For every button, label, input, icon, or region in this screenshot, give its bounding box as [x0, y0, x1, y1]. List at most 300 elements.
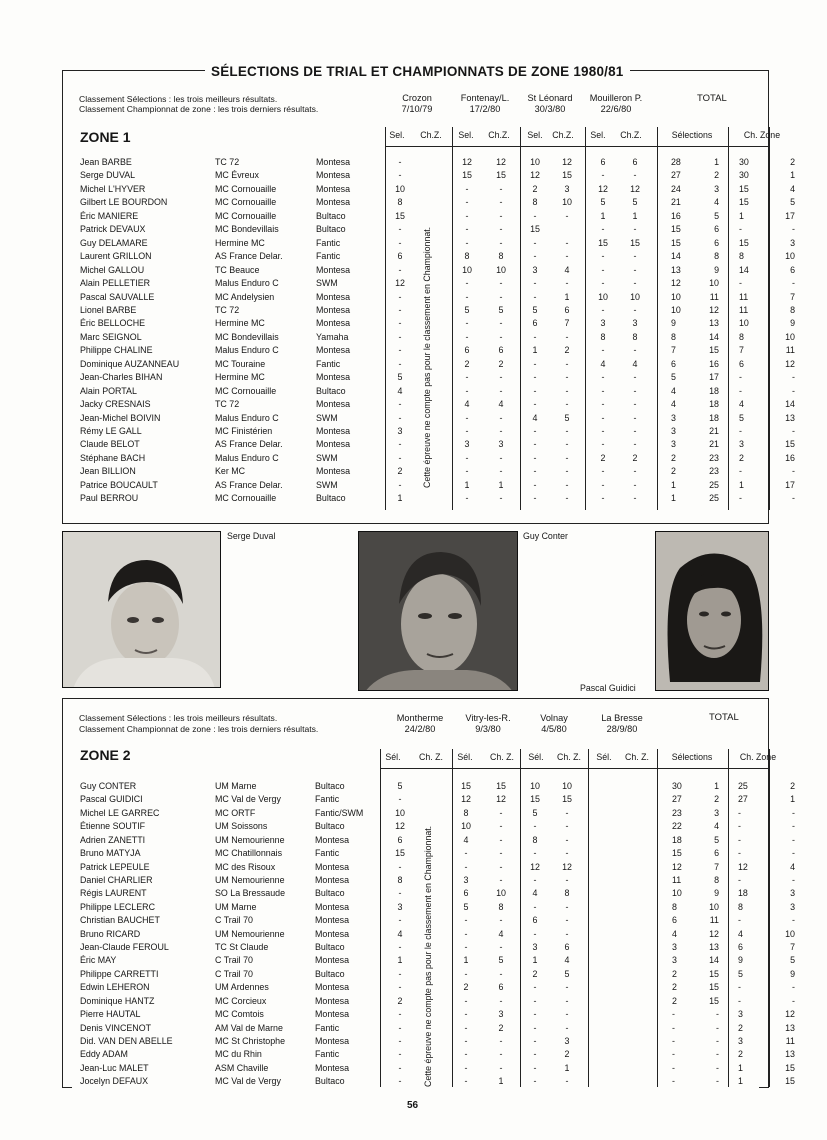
chz-2: - [499, 237, 503, 248]
table-row [0, 807, 827, 820]
make: Fantic [315, 848, 340, 859]
chz-3: - [565, 1009, 569, 1020]
chz-3: 2 [564, 345, 570, 356]
sel-1: 8 [397, 197, 403, 208]
table-row [0, 1008, 827, 1021]
sel-1: 3 [397, 901, 403, 912]
total-chz-rank: 1 [790, 794, 795, 805]
sel-1: - [398, 224, 402, 235]
total-chz-rank: 10 [785, 251, 795, 262]
make: Montesa [316, 318, 351, 329]
sel-1: - [398, 157, 402, 167]
chz-2: - [499, 426, 503, 436]
chz-2: 1 [498, 1076, 504, 1087]
chz-3: 15 [562, 170, 572, 181]
sel-2: - [465, 426, 469, 436]
total-sel-rank: 6 [714, 237, 719, 248]
chz-2: 10 [496, 888, 506, 899]
column-header: Sélections [671, 130, 713, 140]
chz-2: 12 [496, 157, 506, 167]
sel-2: 15 [462, 170, 472, 181]
chz-3: 7 [564, 318, 570, 329]
sel-1: 12 [395, 821, 405, 832]
total-chz-rank: - [792, 848, 795, 859]
total-chz-points: 15 [739, 183, 749, 194]
total-sel-rank: 14 [709, 331, 719, 342]
legend-selections: Classement Sélections : les trois meilleurs résultats. [79, 94, 278, 104]
chz-3: - [565, 479, 569, 490]
total-sel-rank: 15 [709, 995, 719, 1006]
total-chz-rank: 5 [790, 955, 795, 966]
table-row [0, 901, 827, 914]
total-chz-rank: 9 [790, 318, 795, 329]
chz-2: - [499, 874, 503, 885]
rider-name: Régis LAURENT [80, 888, 147, 899]
club: C Trail 70 [215, 955, 253, 966]
total-chz-rank: 12 [785, 1009, 795, 1020]
total-chz-rank: - [792, 821, 795, 832]
event-place: Mouilleron P. [589, 93, 643, 103]
table-row [0, 169, 827, 182]
chz-3: 10 [562, 197, 572, 208]
zone1-title: ZONE 1 [80, 129, 131, 145]
total-sel-points: - [672, 1022, 675, 1033]
table-row [0, 492, 827, 505]
event-date: 22/6/80 [600, 104, 632, 114]
event-place: Crozon [402, 93, 432, 103]
chz-3: - [565, 901, 569, 912]
sel-4: 1 [600, 210, 606, 221]
sel-3: - [533, 210, 537, 221]
table-row [0, 1075, 827, 1088]
make: Montesa [316, 466, 351, 477]
total-chz-points: 11 [739, 291, 749, 302]
rider-name: Patrick DEVAUX [80, 224, 146, 235]
club: UM Ardennes [215, 982, 269, 993]
club: TC 72 [215, 157, 240, 167]
sel-3: - [533, 1062, 537, 1073]
total-sel-points: 5 [671, 372, 676, 383]
total-chz-points: 25 [738, 781, 748, 791]
table-row [0, 344, 827, 357]
sel-1: 6 [397, 251, 403, 262]
total-sel-points: 12 [671, 278, 681, 289]
table-row [0, 291, 827, 304]
total-sel-points: 1 [671, 479, 676, 490]
total-chz-rank: 4 [790, 861, 795, 872]
table-row [0, 847, 827, 860]
chz-2: - [499, 807, 503, 818]
chz-2: - [499, 278, 503, 289]
club: Ker MC [215, 466, 246, 477]
total-sel-points: - [672, 1049, 675, 1060]
sel-3: - [533, 439, 537, 450]
column-header: Sel. [458, 130, 474, 140]
total-sel-rank: 2 [714, 794, 719, 805]
make: Montesa [315, 861, 350, 872]
sel-2: 5 [463, 901, 469, 912]
sel-2: 2 [463, 982, 469, 993]
total-sel-points: 6 [672, 915, 677, 926]
chz-2: - [499, 412, 503, 423]
rider-name: Michel L'HYVER [80, 183, 146, 194]
club: MC Chatillonnais [215, 848, 283, 859]
sel-3: 6 [532, 915, 538, 926]
header-rule [385, 146, 769, 147]
total-sel-rank: 1 [714, 781, 719, 791]
rider-name: Étienne SOUTIF [80, 821, 146, 832]
chz-2: 4 [498, 399, 504, 410]
total-sel-points: 2 [671, 452, 676, 463]
rider-name: Bruno RICARD [80, 928, 141, 939]
total-sel-points: - [672, 1035, 675, 1046]
total-sel-rank: 12 [709, 928, 719, 939]
sel-1: - [398, 291, 402, 302]
chz-4: - [633, 426, 637, 436]
chz-2: - [499, 1049, 503, 1060]
sel-1: 3 [397, 426, 403, 436]
sel-2: - [465, 197, 469, 208]
sel-2: - [465, 210, 469, 221]
sel-3: - [533, 821, 537, 832]
chz-2: 15 [496, 781, 506, 791]
total-sel-points: 15 [671, 237, 681, 248]
total-sel-rank: 9 [714, 264, 719, 275]
portrait-image [63, 532, 221, 688]
sel-1: 1 [397, 955, 403, 966]
club: UM Marne [215, 901, 257, 912]
sel-4: 2 [600, 452, 606, 463]
sel-2: - [465, 385, 469, 396]
make: Montesa [315, 955, 350, 966]
table-row [0, 331, 827, 344]
make: Montesa [315, 1035, 350, 1046]
make: Montesa [316, 291, 351, 302]
club: MC Val de Vergy [215, 1076, 281, 1087]
total-chz-rank: 1 [790, 170, 795, 181]
make: Fantic [316, 358, 341, 369]
make: Montesa [316, 264, 351, 275]
total-sel-rank: 10 [709, 901, 719, 912]
sel-4: - [601, 170, 605, 181]
rider-name: Patrice BOUCAULT [80, 479, 158, 490]
total-sel-rank: - [716, 1022, 719, 1033]
total-sel-rank: 6 [714, 224, 719, 235]
chz-4: 4 [632, 358, 638, 369]
make: Montesa [315, 874, 350, 885]
chz-3: - [565, 982, 569, 993]
total-chz-rank: 12 [785, 358, 795, 369]
total-chz-points: - [739, 493, 742, 504]
total-chz-points: 1 [738, 1076, 743, 1087]
total-chz-points: 11 [739, 304, 749, 315]
table-row [0, 223, 827, 236]
club: MC Corcieux [215, 995, 267, 1006]
sel-3: 5 [532, 807, 538, 818]
total-sel-rank: - [716, 1062, 719, 1073]
total-sel-rank: 5 [714, 834, 719, 845]
chz-4: - [633, 264, 637, 275]
table-row [0, 954, 827, 967]
sel-3: 8 [532, 834, 538, 845]
sel-2: - [464, 928, 468, 939]
table-row [0, 1062, 827, 1075]
total-chz-rank: 2 [790, 781, 795, 791]
sel-2: 10 [461, 821, 471, 832]
chz-3: - [565, 493, 569, 504]
chz-2: - [499, 1062, 503, 1073]
sel-4: 12 [598, 183, 608, 194]
sel-2: 12 [461, 794, 471, 805]
chz-2: - [499, 210, 503, 221]
sel-3: 8 [532, 197, 538, 208]
photo-serge-duval [62, 531, 221, 688]
column-header: Ch. Z. [557, 752, 581, 762]
column-header: Ch. Z. [625, 752, 649, 762]
sel-1: - [398, 237, 402, 248]
total-sel-points: 22 [672, 821, 682, 832]
vertical-note: Cette épreuve ne compte pas pour le classement en Championnat. [422, 226, 432, 488]
total-sel-points: 15 [671, 224, 681, 235]
zone2-total-label: TOTAL [709, 712, 739, 723]
make: Fantic [315, 794, 340, 805]
total-chz-points: - [739, 372, 742, 383]
chz-3: 5 [564, 968, 570, 979]
sel-1: - [398, 968, 402, 979]
chz-4: - [633, 224, 637, 235]
total-chz-points: - [739, 224, 742, 235]
column-header: Ch.Z. [488, 130, 510, 140]
column-header: Ch.Z. [552, 130, 574, 140]
total-chz-points: - [739, 426, 742, 436]
total-sel-points: 24 [671, 183, 681, 194]
total-chz-points: 30 [739, 157, 749, 167]
club: AS France Delar. [215, 251, 283, 262]
chz-3: - [565, 995, 569, 1006]
sel-1: - [398, 1022, 402, 1033]
zone2-legend-selections: Classement Sélections : les trois meilleurs résultats. [79, 713, 278, 723]
chz-2: - [499, 291, 503, 302]
chz-3: 5 [564, 412, 570, 423]
total-chz-rank: 7 [790, 291, 795, 302]
sel-1: - [398, 264, 402, 275]
sel-4: - [601, 304, 605, 315]
total-sel-rank: 7 [714, 861, 719, 872]
sel-4: - [601, 264, 605, 275]
sel-2: 15 [461, 781, 471, 791]
sel-3: - [533, 848, 537, 859]
sel-3: 2 [532, 183, 538, 194]
column-header: Sel. [527, 130, 543, 140]
table-row [0, 156, 827, 169]
chz-4: 8 [632, 331, 638, 342]
total-sel-points: 2 [672, 995, 677, 1006]
make: Bultaco [315, 1076, 345, 1087]
total-sel-rank: 14 [709, 955, 719, 966]
chz-3: 12 [562, 861, 572, 872]
chz-2: - [499, 466, 503, 477]
chz-3: 3 [564, 1035, 570, 1046]
table-row [0, 820, 827, 833]
chz-3: - [565, 452, 569, 463]
chz-3: 1 [564, 291, 570, 302]
caption-guy-conter: Guy Conter [523, 531, 568, 541]
total-chz-points: 14 [739, 264, 749, 275]
event-place: La Bresse [601, 713, 643, 723]
sel-1: 15 [395, 848, 405, 859]
rider-name: Pascal SAUVALLE [80, 291, 155, 302]
total-sel-rank: 25 [709, 493, 719, 504]
total-sel-rank: 3 [714, 183, 719, 194]
column-header: Ch.Z. [420, 130, 442, 140]
make: Bultaco [315, 942, 345, 953]
sel-2: 8 [463, 807, 469, 818]
make: Montesa [315, 915, 350, 926]
total-sel-points: 3 [671, 412, 676, 423]
sel-3: 6 [532, 318, 538, 329]
club: MC Cornouaille [215, 210, 277, 221]
club: MC Cornouaille [215, 183, 277, 194]
total-chz-rank: 4 [790, 183, 795, 194]
chz-3: - [565, 251, 569, 262]
club: UM Nemourienne [215, 834, 285, 845]
total-sel-points: 4 [671, 399, 676, 410]
chz-3: - [565, 1022, 569, 1033]
sel-4: 15 [598, 237, 608, 248]
sel-2: - [464, 861, 468, 872]
total-sel-rank: 6 [714, 848, 719, 859]
sel-4: - [601, 399, 605, 410]
sel-3: 1 [532, 955, 538, 966]
table-row [0, 425, 827, 438]
chz-4: 5 [632, 197, 638, 208]
club: Hermine MC [215, 372, 265, 383]
rider-name: Jean-Claude FEROUL [80, 942, 169, 953]
club: MC St Christophe [215, 1035, 286, 1046]
total-sel-points: 1 [671, 493, 676, 504]
sel-4: - [601, 412, 605, 423]
chz-3: - [565, 237, 569, 248]
total-chz-points: 15 [739, 237, 749, 248]
club: Malus Enduro C [215, 278, 279, 289]
chz-4: - [633, 479, 637, 490]
rider-name: Patrick LEPEULE [80, 861, 150, 872]
rider-name: Jean BILLION [80, 466, 136, 477]
chz-2: 3 [498, 439, 504, 450]
sel-4: - [601, 345, 605, 356]
sel-2: - [465, 452, 469, 463]
total-sel-rank: 21 [709, 426, 719, 436]
table-row [0, 1035, 827, 1048]
total-chz-rank: - [792, 385, 795, 396]
rider-name: Adrien ZANETTI [80, 834, 146, 845]
event-place: St Léonard [527, 93, 573, 103]
column-header: Ch.Z. [620, 130, 642, 140]
sel-3: - [533, 928, 537, 939]
total-chz-points: - [738, 874, 741, 885]
make: Bultaco [315, 888, 345, 899]
total-sel-points: 16 [671, 210, 681, 221]
sel-3: - [533, 251, 537, 262]
table-row [0, 398, 827, 411]
chz-3: 10 [562, 781, 572, 791]
chz-3: - [565, 874, 569, 885]
chz-2: 4 [498, 928, 504, 939]
rider-name: Rémy LE GALL [80, 426, 142, 436]
rider-name: Gilbert LE BOURDON [80, 197, 168, 208]
total-chz-rank: 7 [790, 942, 795, 953]
total-sel-rank: 18 [709, 385, 719, 396]
rider-name: Did. VAN DEN ABELLE [80, 1035, 173, 1046]
table-row [0, 887, 827, 900]
sel-3: 4 [532, 888, 538, 899]
sel-1: 4 [397, 385, 403, 396]
total-sel-points: 15 [672, 848, 682, 859]
sel-1: 5 [397, 781, 403, 791]
chz-2: - [499, 197, 503, 208]
club: MC Bondevillais [215, 331, 279, 342]
club: MC Val de Vergy [215, 794, 281, 805]
total-sel-rank: 1 [714, 157, 719, 167]
sel-1: - [398, 439, 402, 450]
table-row [0, 385, 827, 398]
chz-2: 5 [498, 955, 504, 966]
column-header: Ch. Z. [490, 752, 514, 762]
make: Montesa [315, 995, 350, 1006]
total-chz-points: 3 [738, 1035, 743, 1046]
sel-3: - [533, 1022, 537, 1033]
make: Montesa [315, 1009, 350, 1020]
rider-name: Marc SEIGNOL [80, 331, 142, 342]
chz-2: - [499, 1035, 503, 1046]
chz-3: - [565, 426, 569, 436]
total-chz-points: 1 [739, 479, 744, 490]
rider-name: Jean BARBE [80, 157, 132, 167]
make: SWM [316, 278, 338, 289]
make: Montesa [315, 928, 350, 939]
total-chz-points: - [739, 278, 742, 289]
sel-4: - [601, 224, 605, 235]
total-sel-points: 10 [671, 291, 681, 302]
make: SWM [316, 452, 338, 463]
total-chz-points: 27 [738, 794, 748, 805]
sel-1: - [398, 942, 402, 953]
chz-3: 12 [562, 157, 572, 167]
total-sel-rank: 3 [714, 807, 719, 818]
rider-name: Philippe CARRETTI [80, 968, 159, 979]
club: Hermine MC [215, 318, 265, 329]
club: MC des Risoux [215, 861, 276, 872]
total-chz-points: - [738, 807, 741, 818]
sel-2: - [464, 848, 468, 859]
total-sel-rank: 15 [709, 968, 719, 979]
make: Montesa [316, 372, 351, 383]
total-chz-rank: 15 [785, 439, 795, 450]
table-row [0, 914, 827, 927]
chz-3: - [565, 439, 569, 450]
sel-3: - [533, 874, 537, 885]
total-chz-points: 10 [739, 318, 749, 329]
make: SWM [316, 479, 338, 490]
total-chz-rank: - [792, 874, 795, 885]
sel-4: 4 [600, 358, 606, 369]
sel-1: - [398, 318, 402, 329]
chz-3: - [565, 372, 569, 383]
sel-4: - [601, 466, 605, 477]
make: Fantic/SWM [315, 807, 364, 818]
total-chz-points: 3 [739, 439, 744, 450]
make: Montesa [316, 157, 351, 167]
